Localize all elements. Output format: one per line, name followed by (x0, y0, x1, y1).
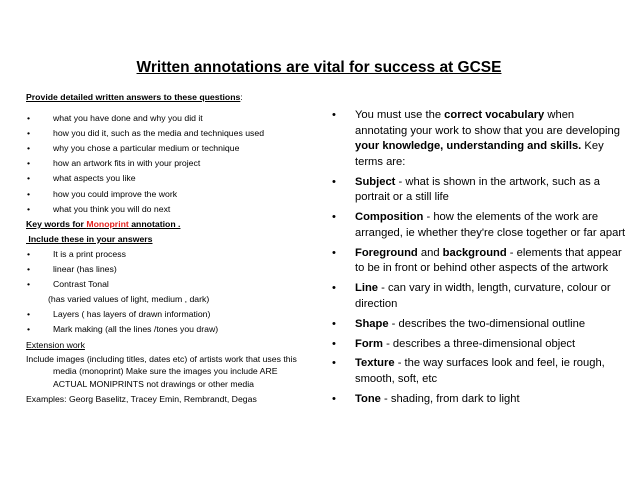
examples-text: Examples: Georg Baselitz, Tracey Emin, Rembrandt, Degas (26, 394, 257, 405)
list-item: • Layers ( has layers of drawn information) (27, 309, 211, 320)
include-heading: Include these in your answers (26, 233, 153, 244)
list-item: • Foreground and background - elements that appear to be in front or behind other aspects of the artwork (332, 246, 622, 275)
list-item: • how you did it, such as the media and techniques used (27, 128, 265, 139)
list-item: • Shape - describes the two-dimensional outline (332, 317, 586, 330)
list-item: • Subject - what is shown in the artwork, such as a portrait or a still life (332, 175, 600, 204)
list-item: • what you have done and why you did it (27, 113, 203, 124)
right-column (330, 108, 626, 412)
list-item: • why you chose a particular medium or technique (27, 143, 240, 154)
list-item: • Line - can vary in width, length, curvature, colour or direction (332, 282, 611, 310)
list-item: • It is a print process (27, 248, 126, 259)
list-item: • how you could improve the work (27, 188, 178, 199)
list-item: • Contrast Tonal (27, 279, 109, 290)
list-item: • linear (has lines) (27, 264, 117, 275)
keywords-heading: Key words for Monoprint annotation . (26, 218, 181, 229)
list-item: • You must use the correct vocabulary when annotating your work to show that you are developing your knowledge, understanding and skills. Key terms are: (332, 109, 620, 168)
extension-heading: Extension work (26, 339, 85, 350)
list-item: • Tone - shading, from dark to light (332, 392, 520, 405)
list-item: • what aspects you like (27, 173, 136, 184)
extension-text: Include images (including titles, dates etc) of artists work that uses this media (monoprint) Make sure the images you include ARE ACTUAL MONIPRINTS not drawings or other media (26, 353, 297, 389)
list-item: • Form - describes a three-dimensional object (332, 337, 576, 350)
tonal-note: (has varied values of light, medium , dark) (48, 294, 210, 305)
page-title: Written annotations are vital for success at GCSE (136, 59, 502, 76)
list-item: • Mark making (all the lines /tones you draw) (27, 324, 219, 335)
list-item: • Composition - how the elements of the work are arranged, ie whether they're close together or far apart (332, 211, 626, 239)
list-item: • Texture - the way surfaces look and feel, ie rough, smooth, soft, etc (332, 357, 605, 385)
questions-heading: Provide detailed written answers to these questions: (26, 92, 243, 102)
list-item: • what you think you will do next (27, 203, 171, 214)
list-item: • how an artwork fits in with your project (27, 158, 201, 169)
left-column (26, 90, 311, 407)
